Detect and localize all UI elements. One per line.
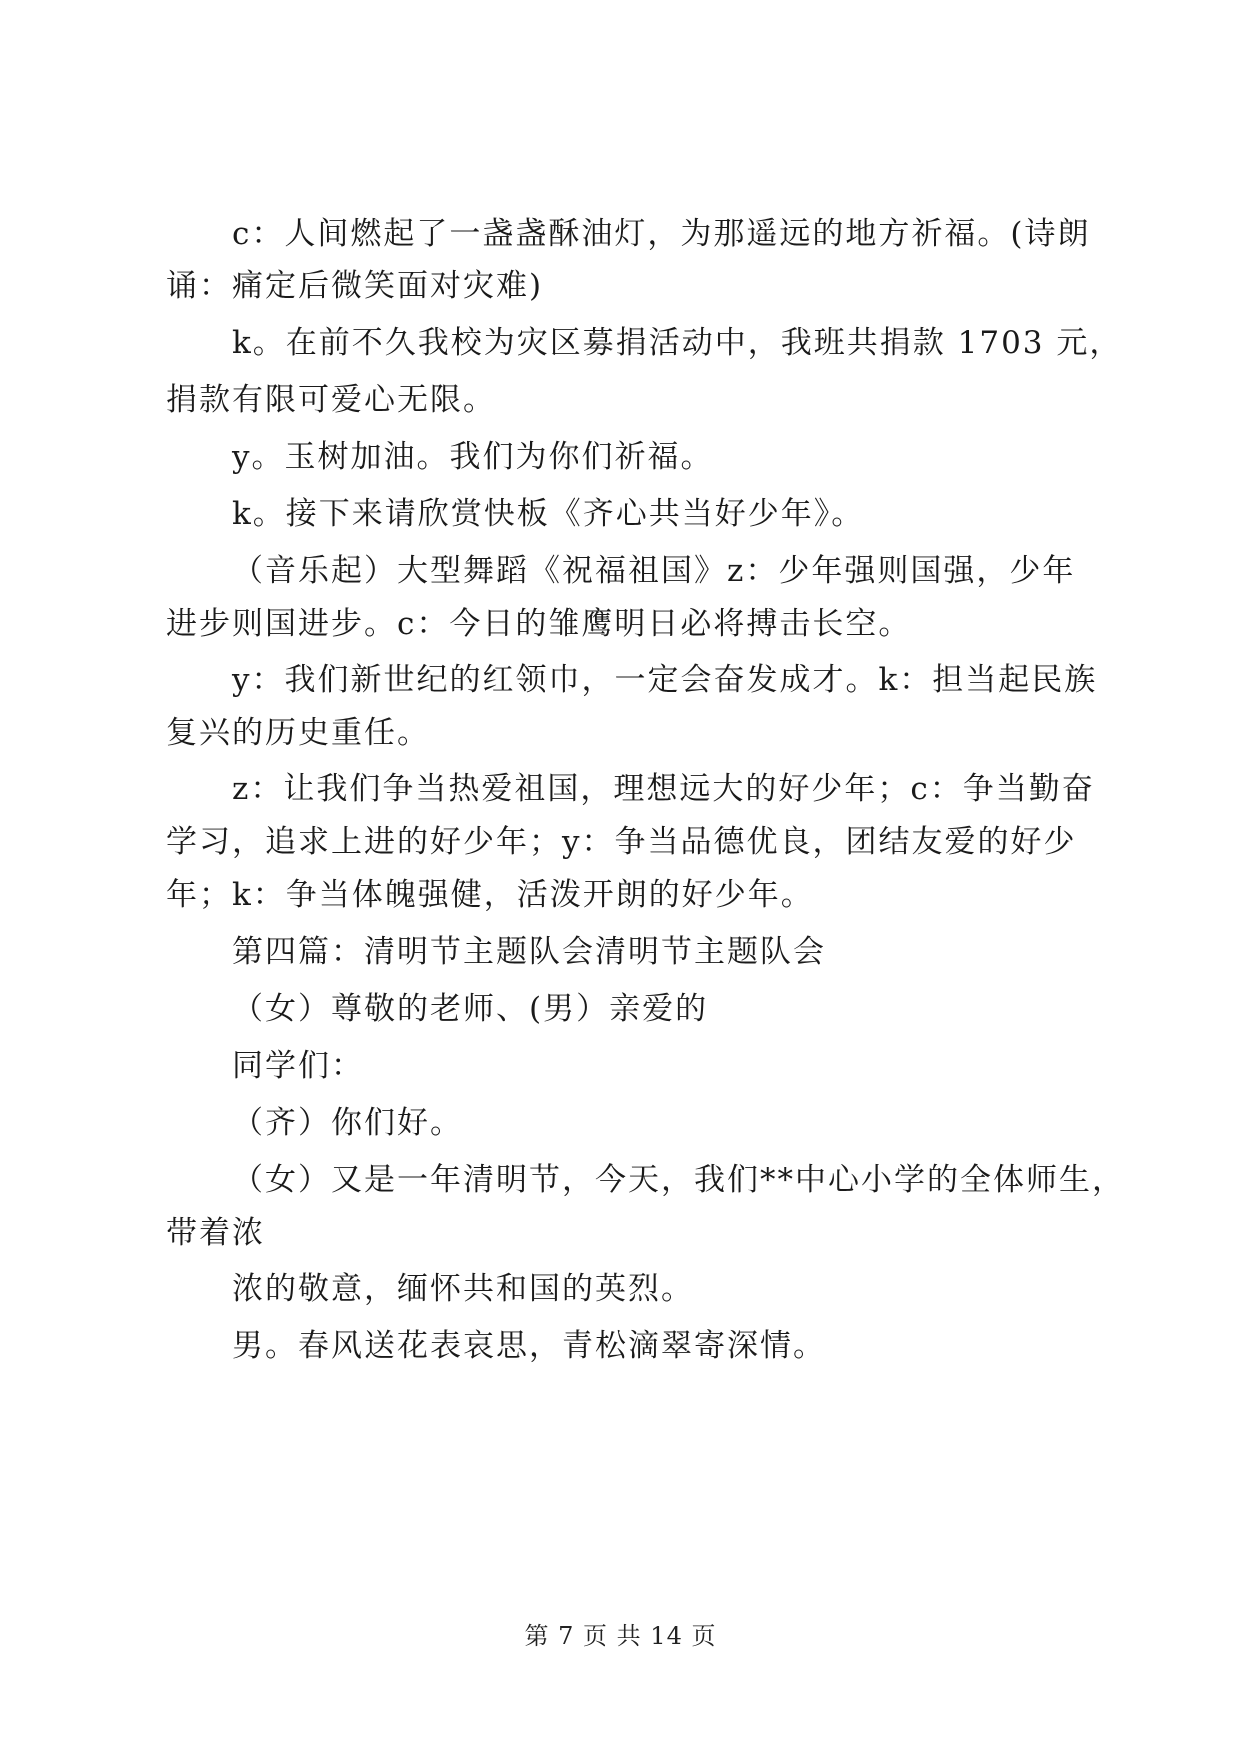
text-line-18: （女）又是一年清明节，今天，我们**中心小学的全体师生， [232,1162,1125,1198]
text-line-14: 第四篇：清明节主题队会清明节主题队会 [232,934,826,970]
text-line-9: y：我们新世纪的红领巾，一定会奋发成才。k：担当起民族 [232,662,1098,698]
text-line-7: （音乐起）大型舞蹈《祝福祖国》z：少年强则国强，少年 [232,553,1076,589]
text-line-19: 带着浓 [166,1215,265,1251]
text-line-13: 年；k：争当体魄强健，活泼开朗的好少年。 [166,877,814,913]
text-line-3: k。在前不久我校为灾区募捐活动中，我班共捐款 1703 元， [232,325,1123,361]
text-line-16: 同学们： [232,1048,364,1084]
page-footer: 第 7 页 共 14 页 [524,1622,717,1650]
text-line-6: k。接下来请欣赏快板《齐心共当好少年》。 [232,496,865,532]
text-line-17: （齐）你们好。 [232,1105,463,1141]
text-line-8: 进步则国进步。c：今日的雏鹰明日必将搏击长空。 [166,606,912,642]
text-line-5: y。玉树加油。我们为你们祈福。 [232,439,714,475]
text-line-12: 学习，追求上进的好少年；y：争当品德优良，团结友爱的好少 [166,824,1077,860]
text-line-2: 诵：痛定后微笑面对灾难) [166,268,544,304]
text-line-21: 男。春风送花表哀思，青松滴翠寄深情。 [232,1328,826,1364]
text-line-20: 浓的敬意，缅怀共和国的英烈。 [232,1271,694,1307]
text-line-4: 捐款有限可爱心无限。 [166,382,496,418]
text-line-15: （女）尊敬的老师、(男）亲爱的 [232,991,709,1027]
text-line-11: z：让我们争当热爱祖国，理想远大的好少年；c：争当勤奋 [232,771,1095,807]
text-line-10: 复兴的历史重任。 [166,715,430,751]
text-line-1: c：人间燃起了一盏盏酥油灯，为那遥远的地方祈福。(诗朗 [232,216,1091,252]
